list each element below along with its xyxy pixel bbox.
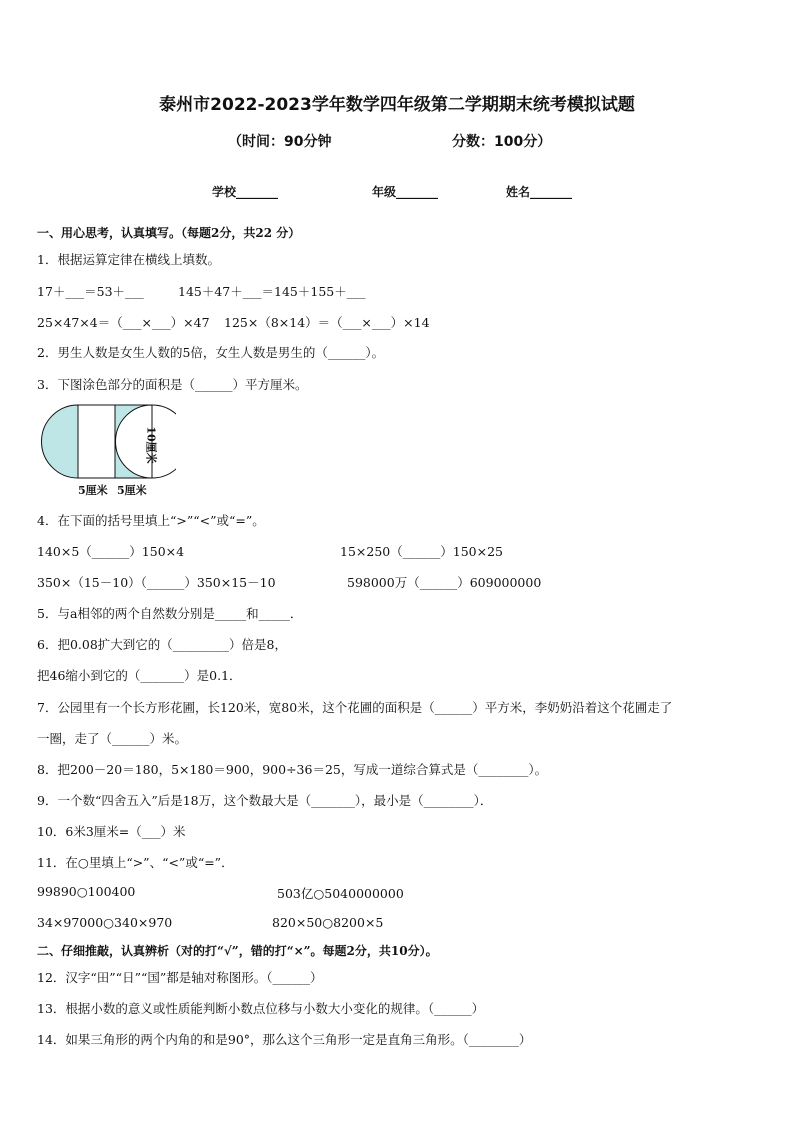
question-6b: 把46缩小到它的（_______）是0.1． <box>37 668 242 683</box>
question-4: 4．在下面的括号里填上“>”“<”或“=”。 <box>37 513 265 528</box>
question-11d: 820×50○8200×5 <box>272 915 384 930</box>
question-1a: 17＋___＝53＋___ <box>37 284 144 299</box>
question-4a: 140×5（______）150×4 <box>37 544 185 559</box>
page-title: 泰州市2022-2023学年数学四年级第二学期期末统考模拟试题 <box>159 95 635 115</box>
school-field: 学校_______ <box>212 185 279 199</box>
question-13: 13．根据小数的意义或性质能判断小数点位移与小数大小变化的规律。（______） <box>37 1001 485 1016</box>
figure-width-label-1: 5厘米 <box>78 484 108 497</box>
exam-score: 分数：100分） <box>452 134 552 150</box>
question-10: 10．6米3厘米=（___）米 <box>37 824 186 839</box>
question-4d: 598000万（______）609000000 <box>347 575 542 590</box>
left-square <box>78 405 115 478</box>
question-11b: 503亿○5040000000 <box>277 886 404 901</box>
section2-heading: 二、仔细推敲，认真辨析（对的打“√”，错的打“×”。每题2分，共10分）。 <box>37 944 438 958</box>
question-3: 3．下图涂色部分的面积是（______）平方厘米。 <box>37 377 308 392</box>
question-1b: 145＋47＋___＝145＋155＋___ <box>178 284 366 299</box>
question-6a: 6．把0.08扩大到它的（_________）倍是8， <box>37 637 287 652</box>
figure-width-label-2: 5厘米 <box>117 484 147 497</box>
question-1d: 125×（8×14）＝（___×___）×14 <box>224 315 430 330</box>
question-11: 11．在○里填上“>”、“<”或“=”． <box>37 855 234 870</box>
question-1: 1．根据运算定律在横线上填数。 <box>37 252 220 267</box>
section1-heading: 一、用心思考，认真填写。（每题2分，共22 分） <box>37 226 301 240</box>
question-11c: 34×97000○340×970 <box>37 915 173 930</box>
question-7b: 一圈，走了（______）米。 <box>37 731 188 746</box>
question-8: 8．把200－20＝180，5×180＝900，900÷36＝25，写成一道综合算式是（________）。 <box>37 762 548 777</box>
question-12: 12．汉字“田”“日”“国”都是轴对称图形。（______） <box>37 970 323 985</box>
question-14: 14．如果三角形的两个内角的和是90°，那么这个三角形一定是直角三角形。（________） <box>37 1032 532 1047</box>
question-4b: 15×250（______）150×25 <box>340 544 503 559</box>
name-field: 姓名_______ <box>506 185 573 199</box>
question-4c: 350×（15－10）（______）350×15－10 <box>37 575 276 590</box>
question-1c: 25×47×4＝（___×___）×47 <box>37 315 210 330</box>
figure-height-label: 10厘米 <box>144 426 158 464</box>
question-11a: 99890○100400 <box>37 884 136 899</box>
exam-time: （时间：90分钟 <box>228 134 332 150</box>
grade-field: 年级_______ <box>372 185 439 199</box>
question-2: 2．男生人数是女生人数的5倍，女生人数是男生的（______）。 <box>37 345 385 360</box>
question-9: 9．一个数“四舍五入”后是18万，这个数最大是（_______），最小是（________）． <box>37 793 493 808</box>
question-5: 5．与a相邻的两个自然数分别是_____和_____． <box>37 606 303 621</box>
left-shaded-semicircle <box>42 405 78 478</box>
question-7a: 7．公园里有一个长方形花圃，长120米，宽80米，这个花圃的面积是（______）平方米，李奶奶沿着这个花圃走了 <box>37 700 673 715</box>
